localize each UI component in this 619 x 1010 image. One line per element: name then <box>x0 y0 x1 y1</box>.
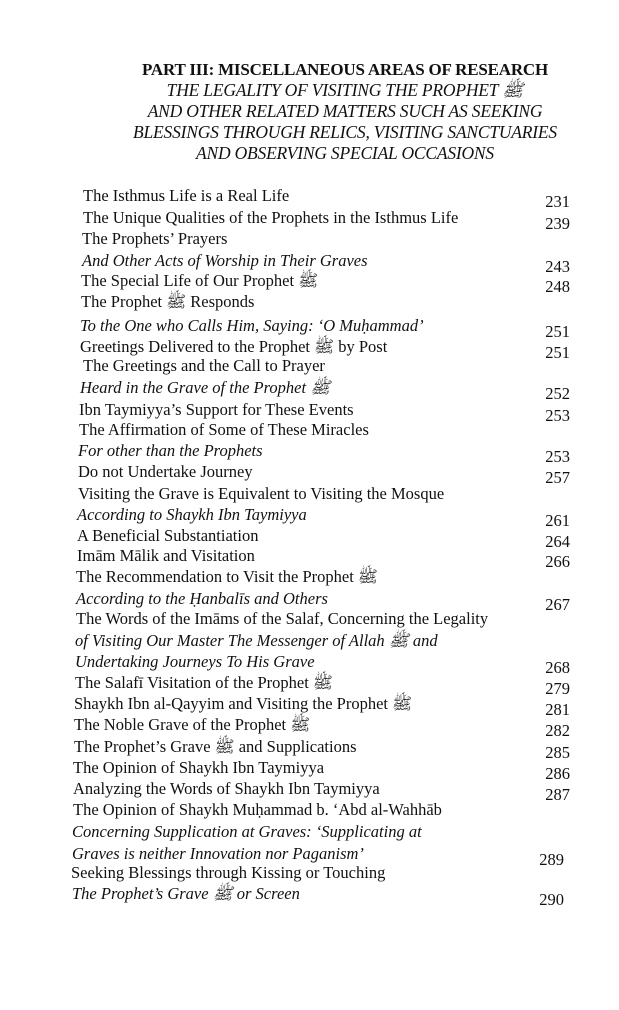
toc-entry-title: The Greetings and the Call to Prayer <box>83 356 325 375</box>
toc-entry-title: According to Shaykh Ibn Taymiyya <box>77 505 307 524</box>
toc-page-number: 251 <box>545 322 570 341</box>
toc-row <box>0 694 619 719</box>
toc-page-number: 282 <box>545 721 570 740</box>
toc-page-number: 290 <box>539 890 564 909</box>
toc-entry-title: And Other Acts of Worship in Their Graves <box>82 251 368 270</box>
toc-page-number: 257 <box>545 468 570 487</box>
toc-row <box>0 715 619 740</box>
toc-row <box>0 316 619 341</box>
toc-entry-title: The Prophets’ Prayers <box>82 229 228 248</box>
toc-page-number: 281 <box>545 700 570 719</box>
toc-entry-title: To the One who Calls Him, Saying: ‘O Muḥammad’ <box>80 316 424 335</box>
toc-row <box>0 292 619 314</box>
toc-page-number: 251 <box>545 343 570 362</box>
toc-page-number: 267 <box>545 595 570 614</box>
subtitle-line: AND OTHER RELATED MATTERS SUCH AS SEEKING <box>147 101 543 121</box>
toc-row <box>0 271 619 296</box>
toc-entry-title: The Opinion of Shaykh Muḥammad b. ‘Abd al-Wahhāb <box>73 800 442 819</box>
toc-entry-title: The Special Life of Our Prophet ﷺ <box>81 271 319 290</box>
toc-row <box>0 356 619 378</box>
toc-row <box>0 800 619 822</box>
toc-page-number: 253 <box>545 447 570 466</box>
part-title: PART III: MISCELLANEOUS AREAS OF RESEARCH <box>141 60 549 79</box>
subtitle-line: BLESSINGS THROUGH RELICS, VISITING SANCTUARIES <box>133 122 557 142</box>
toc-entry-title: The Noble Grave of the Prophet ﷺ <box>74 715 311 734</box>
toc-page-number: 253 <box>545 406 570 425</box>
toc-row <box>0 652 619 677</box>
toc-page-number: 287 <box>545 785 570 804</box>
toc-row <box>0 779 619 804</box>
toc-entry-title: Do not Undertake Journey <box>78 462 253 481</box>
toc-entry-title: Undertaking Journeys To His Grave <box>75 652 315 671</box>
toc-row <box>0 567 619 589</box>
toc-page-number: 261 <box>545 511 570 530</box>
toc-page-number: 285 <box>545 743 570 762</box>
toc-row <box>0 863 619 885</box>
toc-row <box>0 186 619 211</box>
toc-entry-title: Graves is neither Innovation nor Paganism’ <box>72 844 364 863</box>
toc-row <box>0 758 619 783</box>
toc-page-number: 231 <box>545 192 570 211</box>
toc-row <box>0 462 619 487</box>
toc-page-number: 268 <box>545 658 570 677</box>
toc-entry-title: The Prophet’s Grave ﷺ and Supplications <box>74 737 357 756</box>
toc-entry-title: Visiting the Grave is Equivalent to Visiting the Mosque <box>78 484 445 503</box>
toc-entry-title: Imām Mālik and Visitation <box>77 546 255 565</box>
toc-row <box>0 484 619 506</box>
toc-page-number: 252 <box>545 384 570 403</box>
toc-entry-title: The Prophet ﷺ Responds <box>81 292 255 311</box>
toc-page-number: 289 <box>539 850 564 869</box>
toc-page-number: 286 <box>545 764 570 783</box>
toc-entry-title: Analyzing the Words of Shaykh Ibn Taymiyya <box>73 779 380 798</box>
toc-page-number: 264 <box>545 532 570 551</box>
toc-entry-title: The Unique Qualities of the Prophets in the Isthmus Life <box>83 208 459 227</box>
toc-entry-title: The Prophet’s Grave ﷺ or Screen <box>72 884 300 903</box>
toc-entry-title: Greetings Delivered to the Prophet ﷺ by Post <box>80 337 388 356</box>
toc-row <box>0 208 619 233</box>
toc-entry-title: The Recommendation to Visit the Prophet ﷺ <box>76 567 378 586</box>
toc-entry-title: The Salafī Visitation of the Prophet ﷺ <box>75 673 333 692</box>
toc-row <box>0 400 619 425</box>
toc-entry-title: Seeking Blessings through Kissing or Touching <box>71 863 386 882</box>
toc-row <box>0 609 619 631</box>
toc-page-number: 239 <box>545 214 570 233</box>
toc-row <box>0 673 619 698</box>
toc-entry-title: Shaykh Ibn al-Qayyim and Visiting the Prophet ﷺ <box>74 694 413 713</box>
toc-page-number: 243 <box>545 257 570 276</box>
toc-row <box>0 631 619 653</box>
toc-row <box>0 526 619 551</box>
toc-entry-title: The Isthmus Life is a Real Life <box>83 186 290 205</box>
toc-row <box>0 505 619 530</box>
toc-row <box>0 251 619 276</box>
toc-row <box>0 229 619 251</box>
subtitle-line: AND OBSERVING SPECIAL OCCASIONS <box>196 143 494 163</box>
toc-entry-title: of Visiting Our Master The Messenger of Allah ﷺ and <box>75 631 438 650</box>
toc-entry-title: The Words of the Imāms of the Salaf, Concerning the Legality <box>76 609 489 628</box>
toc-row <box>0 546 619 571</box>
toc-row <box>0 822 619 844</box>
toc-page-number: 266 <box>545 552 570 571</box>
toc-entry-title: Ibn Taymiyya’s Support for These Events <box>79 400 354 419</box>
toc-entry-title: Heard in the Grave of the Prophet ﷺ <box>80 378 331 397</box>
toc-page-number: 279 <box>545 679 570 698</box>
toc-row <box>0 378 619 403</box>
toc-row <box>0 737 619 762</box>
toc-row <box>0 420 619 442</box>
toc-entry-title: A Beneficial Substantiation <box>77 526 259 545</box>
toc-page-number: 248 <box>545 277 570 296</box>
subtitle-line: THE LEGALITY OF VISITING THE PROPHET ﷺ <box>166 80 524 100</box>
toc-entry-title: The Opinion of Shaykh Ibn Taymiyya <box>73 758 325 777</box>
toc-entry-title: For other than the Prophets <box>78 441 263 460</box>
toc-row <box>0 884 619 909</box>
toc-entry-title: The Affirmation of Some of These Miracles <box>79 420 369 439</box>
toc-row <box>0 441 619 466</box>
toc-entry-title: According to the Ḥanbalīs and Others <box>76 589 328 608</box>
toc-entry-title: Concerning Supplication at Graves: ‘Supplicating at <box>72 822 422 841</box>
toc-row <box>0 589 619 614</box>
